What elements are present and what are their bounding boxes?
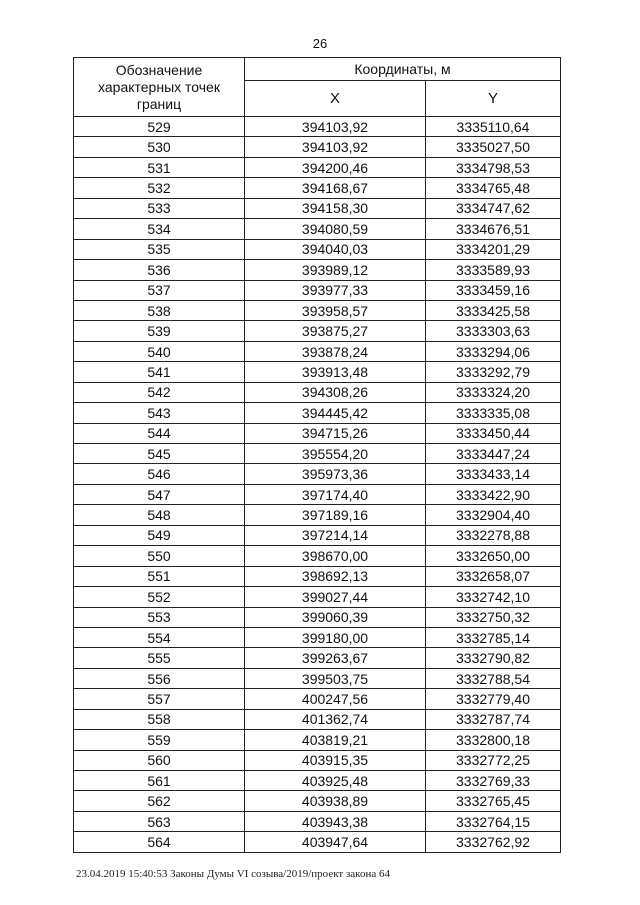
x-coordinate-cell: 393989,12	[245, 260, 426, 280]
coordinates-table	[73, 57, 561, 853]
table-row	[74, 382, 561, 402]
x-coordinate-cell: 395554,20	[245, 444, 426, 464]
table-body	[74, 117, 561, 853]
point-id-cell: 560	[74, 750, 245, 770]
y-coordinate-cell: 3332790,82	[426, 648, 561, 668]
table-row	[74, 178, 561, 198]
header-x: X	[245, 81, 426, 117]
table-row	[74, 219, 561, 239]
y-coordinate-cell: 3333303,63	[426, 321, 561, 341]
table-header	[74, 58, 561, 117]
table-row	[74, 260, 561, 280]
header-coordinates: Координаты, м	[245, 58, 561, 81]
point-id-cell: 543	[74, 403, 245, 423]
y-coordinate-cell: 3332772,25	[426, 750, 561, 770]
point-id-cell: 545	[74, 444, 245, 464]
table-row	[74, 587, 561, 607]
x-coordinate-cell: 393875,27	[245, 321, 426, 341]
point-id-cell: 548	[74, 505, 245, 525]
y-coordinate-cell: 3332904,40	[426, 505, 561, 525]
x-coordinate-cell: 403819,21	[245, 730, 426, 750]
x-coordinate-cell: 399027,44	[245, 587, 426, 607]
x-coordinate-cell: 394103,92	[245, 117, 426, 137]
x-coordinate-cell: 394103,92	[245, 137, 426, 157]
y-coordinate-cell: 3332785,14	[426, 627, 561, 647]
point-id-cell: 557	[74, 689, 245, 709]
point-id-cell: 530	[74, 137, 245, 157]
x-coordinate-cell: 403938,89	[245, 791, 426, 811]
table-row	[74, 811, 561, 831]
point-id-cell: 537	[74, 280, 245, 300]
point-id-cell: 555	[74, 648, 245, 668]
table-row	[74, 137, 561, 157]
point-id-cell: 562	[74, 791, 245, 811]
x-coordinate-cell: 395973,36	[245, 464, 426, 484]
y-coordinate-cell: 3332278,88	[426, 525, 561, 545]
y-coordinate-cell: 3335027,50	[426, 137, 561, 157]
table-row	[74, 668, 561, 688]
point-id-cell: 539	[74, 321, 245, 341]
table-row	[74, 566, 561, 586]
point-id-cell: 538	[74, 300, 245, 320]
x-coordinate-cell: 393878,24	[245, 341, 426, 361]
point-id-cell: 551	[74, 566, 245, 586]
table-row	[74, 300, 561, 320]
x-coordinate-cell: 394445,42	[245, 403, 426, 423]
table-row	[74, 341, 561, 361]
point-id-cell: 554	[74, 627, 245, 647]
point-id-cell: 535	[74, 239, 245, 259]
table-row	[74, 484, 561, 504]
x-coordinate-cell: 403943,38	[245, 811, 426, 831]
y-coordinate-cell: 3333422,90	[426, 484, 561, 504]
table-row	[74, 157, 561, 177]
x-coordinate-cell: 401362,74	[245, 709, 426, 729]
point-id-cell: 531	[74, 157, 245, 177]
point-id-cell: 534	[74, 219, 245, 239]
point-id-cell: 529	[74, 117, 245, 137]
y-coordinate-cell: 3332764,15	[426, 811, 561, 831]
point-id-cell: 536	[74, 260, 245, 280]
y-coordinate-cell: 3332765,45	[426, 791, 561, 811]
y-coordinate-cell: 3333459,16	[426, 280, 561, 300]
x-coordinate-cell: 403925,48	[245, 771, 426, 791]
table-row	[74, 730, 561, 750]
table-row	[74, 321, 561, 341]
x-coordinate-cell: 403947,64	[245, 832, 426, 852]
header-y: Y	[426, 81, 561, 117]
x-coordinate-cell: 394200,46	[245, 157, 426, 177]
point-id-cell: 559	[74, 730, 245, 750]
x-coordinate-cell: 397214,14	[245, 525, 426, 545]
y-coordinate-cell: 3332800,18	[426, 730, 561, 750]
x-coordinate-cell: 394158,30	[245, 198, 426, 218]
y-coordinate-cell: 3334201,29	[426, 239, 561, 259]
point-id-cell: 546	[74, 464, 245, 484]
y-coordinate-cell: 3332779,40	[426, 689, 561, 709]
point-id-cell: 561	[74, 771, 245, 791]
table-row	[74, 648, 561, 668]
table-row	[74, 771, 561, 791]
table-row	[74, 689, 561, 709]
table-row	[74, 444, 561, 464]
y-coordinate-cell: 3335110,64	[426, 117, 561, 137]
table-row	[74, 505, 561, 525]
y-coordinate-cell: 3332762,92	[426, 832, 561, 852]
point-id-cell: 550	[74, 546, 245, 566]
point-id-cell: 540	[74, 341, 245, 361]
y-coordinate-cell: 3334765,48	[426, 178, 561, 198]
y-coordinate-cell: 3334798,53	[426, 157, 561, 177]
y-coordinate-cell: 3334676,51	[426, 219, 561, 239]
x-coordinate-cell: 403915,35	[245, 750, 426, 770]
table-row	[74, 362, 561, 382]
x-coordinate-cell: 399263,67	[245, 648, 426, 668]
table-row	[74, 117, 561, 137]
table-row	[74, 280, 561, 300]
y-coordinate-cell: 3333433,14	[426, 464, 561, 484]
table-row	[74, 198, 561, 218]
footer-stamp: 23.04.2019 15:40:53 Законы Думы VI созыва/2019/проект закона 64	[76, 868, 390, 880]
x-coordinate-cell: 393977,33	[245, 280, 426, 300]
point-id-cell: 532	[74, 178, 245, 198]
y-coordinate-cell: 3332650,00	[426, 546, 561, 566]
y-coordinate-cell: 3333450,44	[426, 423, 561, 443]
x-coordinate-cell: 397174,40	[245, 484, 426, 504]
y-coordinate-cell: 3333294,06	[426, 341, 561, 361]
point-id-cell: 553	[74, 607, 245, 627]
y-coordinate-cell: 3332658,07	[426, 566, 561, 586]
page-number: 26	[312, 36, 328, 51]
y-coordinate-cell: 3333425,58	[426, 300, 561, 320]
y-coordinate-cell: 3332742,10	[426, 587, 561, 607]
point-id-cell: 533	[74, 198, 245, 218]
point-id-cell: 563	[74, 811, 245, 831]
table-row	[74, 464, 561, 484]
y-coordinate-cell: 3333447,24	[426, 444, 561, 464]
point-id-cell: 549	[74, 525, 245, 545]
y-coordinate-cell: 3334747,62	[426, 198, 561, 218]
table-row	[74, 791, 561, 811]
point-id-cell: 542	[74, 382, 245, 402]
x-coordinate-cell: 394168,67	[245, 178, 426, 198]
x-coordinate-cell: 399180,00	[245, 627, 426, 647]
table-row	[74, 832, 561, 852]
x-coordinate-cell: 393958,57	[245, 300, 426, 320]
x-coordinate-cell: 399503,75	[245, 668, 426, 688]
point-id-cell: 558	[74, 709, 245, 729]
x-coordinate-cell: 399060,39	[245, 607, 426, 627]
y-coordinate-cell: 3333324,20	[426, 382, 561, 402]
table-row	[74, 525, 561, 545]
y-coordinate-cell: 3333292,79	[426, 362, 561, 382]
y-coordinate-cell: 3332769,33	[426, 771, 561, 791]
point-id-cell: 552	[74, 587, 245, 607]
table-row	[74, 709, 561, 729]
point-id-cell: 556	[74, 668, 245, 688]
y-coordinate-cell: 3332787,74	[426, 709, 561, 729]
x-coordinate-cell: 393913,48	[245, 362, 426, 382]
table-row	[74, 607, 561, 627]
y-coordinate-cell: 3332788,54	[426, 668, 561, 688]
x-coordinate-cell: 400247,56	[245, 689, 426, 709]
table-row	[74, 750, 561, 770]
x-coordinate-cell: 394715,26	[245, 423, 426, 443]
point-id-cell: 564	[74, 832, 245, 852]
y-coordinate-cell: 3333589,93	[426, 260, 561, 280]
y-coordinate-cell: 3333335,08	[426, 403, 561, 423]
x-coordinate-cell: 394308,26	[245, 382, 426, 402]
point-id-cell: 541	[74, 362, 245, 382]
point-id-cell: 547	[74, 484, 245, 504]
x-coordinate-cell: 394040,03	[245, 239, 426, 259]
x-coordinate-cell: 394080,59	[245, 219, 426, 239]
y-coordinate-cell: 3332750,32	[426, 607, 561, 627]
x-coordinate-cell: 398692,13	[245, 566, 426, 586]
table-row	[74, 423, 561, 443]
table-row	[74, 403, 561, 423]
x-coordinate-cell: 397189,16	[245, 505, 426, 525]
table-row	[74, 546, 561, 566]
table-row	[74, 627, 561, 647]
x-coordinate-cell: 398670,00	[245, 546, 426, 566]
header-designation: Обозначение характерных точек границ	[74, 58, 245, 117]
point-id-cell: 544	[74, 423, 245, 443]
table-row	[74, 239, 561, 259]
